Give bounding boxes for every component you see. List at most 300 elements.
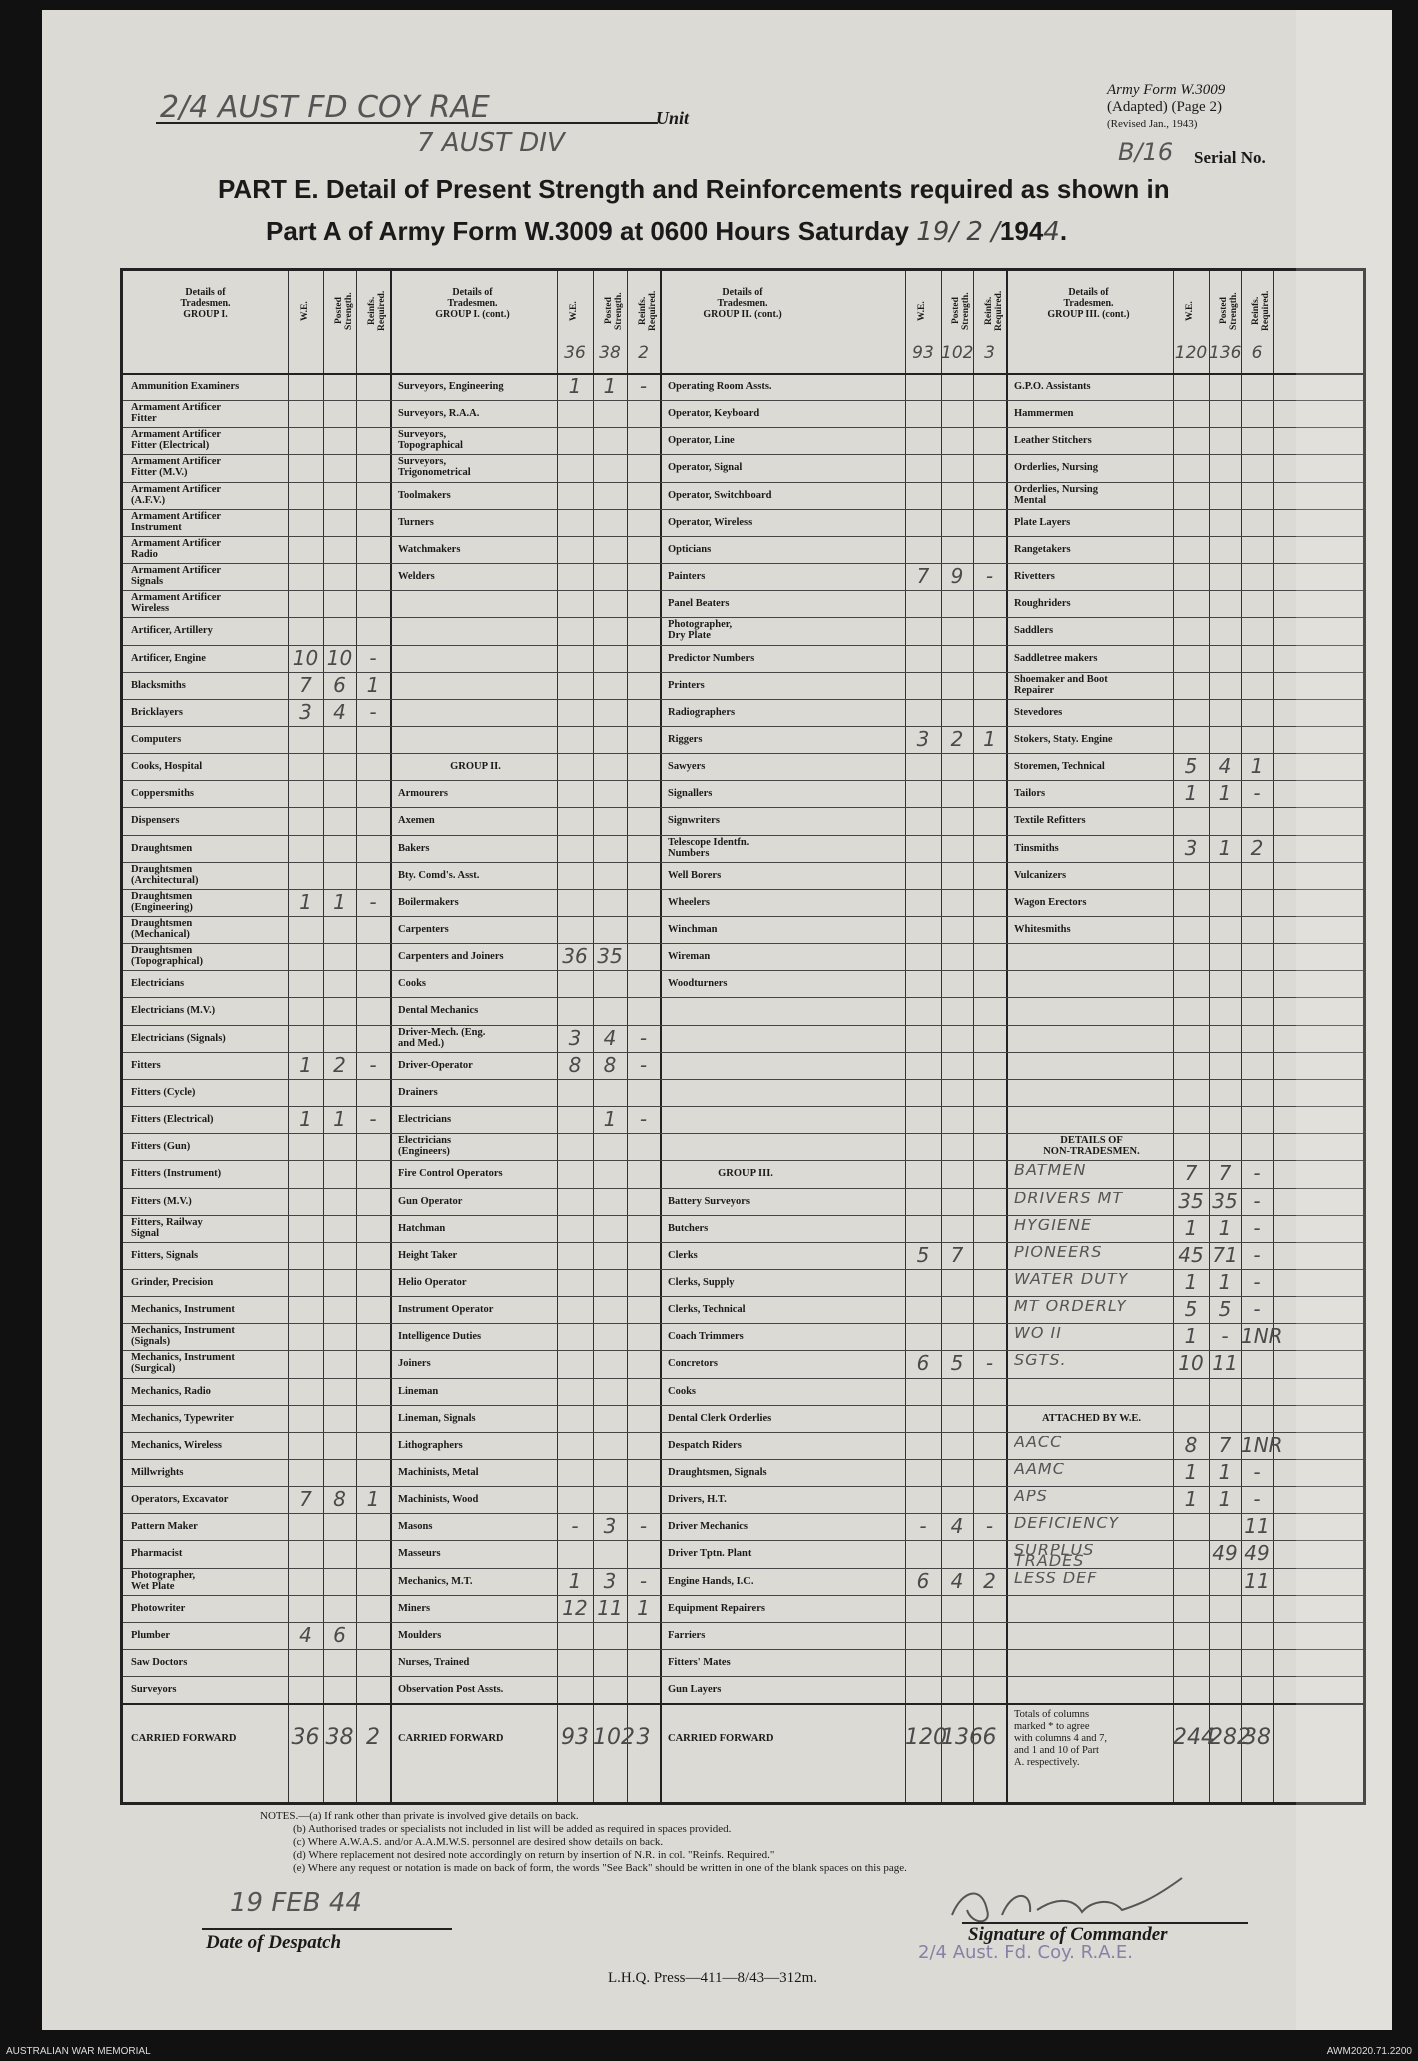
column-divider — [1273, 271, 1274, 1802]
trade-label: Watchmakers — [398, 543, 461, 555]
trade-label: Surveyors — [131, 1684, 177, 1696]
count-value: 1 — [366, 672, 380, 697]
count-value: 2 — [950, 726, 964, 751]
header-divider — [123, 373, 1363, 375]
despatch-line — [202, 1928, 452, 1930]
trade-label: Operator, Wireless — [668, 516, 753, 528]
count-value: 1 — [1184, 1487, 1198, 1512]
count-value: 10 — [326, 645, 353, 670]
trade-label: Operator, Signal — [668, 462, 743, 474]
count-value: 1 — [637, 1595, 650, 1620]
trade-label: Draughtsmen (Mechanical) — [131, 918, 193, 940]
trade-label: Surveyors, R.A.A. — [398, 408, 480, 420]
column-header-sub: Reinfs. Required. — [637, 290, 658, 332]
column-header-sub: Posted Strength. — [604, 292, 624, 330]
trade-label: Mechanics, M.T. — [398, 1575, 473, 1587]
despatch-label: Date of Despatch — [206, 1932, 342, 1953]
column-header-sub: W.E. — [917, 301, 927, 321]
count-value: 8 — [603, 1052, 617, 1077]
trade-label: Orderlies, Nursing — [1014, 462, 1098, 474]
count-value: 1 — [568, 1568, 582, 1593]
trade-label: DEFICIENCY — [1014, 1517, 1120, 1529]
title-year-handwriting: 4 — [1043, 217, 1060, 247]
count-value: 10 — [1178, 1351, 1204, 1376]
trade-label: Electricians (M.V.) — [131, 1005, 216, 1017]
trade-label: AACC — [1014, 1435, 1063, 1447]
count-value: 5 — [1218, 1297, 1232, 1322]
trade-label: Cooks, Hospital — [131, 761, 203, 773]
trade-label: Electricians (Engineers) — [398, 1135, 452, 1158]
trade-label: Opticians — [668, 543, 712, 555]
row-divider — [123, 1513, 1363, 1514]
row-divider — [123, 536, 1363, 537]
trade-label: Driver Tptn. Plant — [668, 1548, 752, 1560]
count-value: 36 — [562, 944, 588, 969]
column-divider — [356, 271, 357, 1802]
trade-label: Riggers — [668, 733, 703, 745]
trade-label: Toolmakers — [398, 489, 451, 501]
count-value: 7 — [299, 1487, 312, 1512]
row-divider — [123, 1649, 1363, 1650]
trade-label: Textile Refitters — [1014, 815, 1086, 827]
carried-forward-value: 6 — [982, 1725, 997, 1751]
unit-line — [156, 122, 658, 124]
serial-label: Serial No. — [1194, 148, 1266, 167]
trade-label: Operators, Excavator — [131, 1494, 229, 1506]
count-value: 11 — [1212, 1351, 1238, 1376]
carried-forward-label: CARRIED FORWARD — [398, 1733, 504, 1745]
count-value: - — [639, 374, 648, 398]
carried-forward-value: 102 — [593, 1725, 635, 1751]
column-header-sub: Posted Strength. — [1219, 292, 1239, 330]
trade-label: Armament Artificer Fitter (M.V.) — [131, 456, 222, 479]
trade-label: Butchers — [668, 1222, 709, 1234]
trade-label: Fitters (Instrument) — [131, 1168, 222, 1180]
trade-label: Draughtsmen (Architectural) — [131, 863, 199, 886]
count-value: 1 — [1218, 1487, 1232, 1512]
trade-label: Equipment Repairers — [668, 1602, 765, 1614]
count-value: 8 — [568, 1052, 582, 1077]
count-value: 4 — [299, 1622, 312, 1647]
trade-label: Clerks, Technical — [668, 1304, 746, 1316]
trade-label: GROUP III. — [718, 1168, 773, 1180]
unit-stamp: 2/4 Aust. Fd. Coy. R.A.E. — [918, 1942, 1134, 1963]
count-value: - — [1253, 1297, 1261, 1322]
trade-label: Mechanics, Radio — [131, 1385, 211, 1397]
column-header-sub: W.E. — [299, 301, 310, 321]
row-divider — [123, 563, 1363, 564]
trade-label: Clerks — [668, 1249, 698, 1261]
count-value: 4 — [950, 1568, 964, 1593]
trade-label: GROUP II. — [450, 761, 501, 773]
trade-label: Nurses, Trained — [398, 1657, 470, 1669]
row-divider — [123, 943, 1363, 944]
carried-forward-value: 36 — [291, 1725, 320, 1751]
trade-label: Gun Layers — [668, 1684, 722, 1696]
carried-forward-label: CARRIED FORWARD — [131, 1733, 237, 1745]
trade-label: Woodturners — [668, 978, 728, 990]
count-value: 3 — [568, 1025, 582, 1050]
trade-label: Electricians (Signals) — [131, 1032, 226, 1044]
division-handwriting: 7 AUST DIV — [417, 128, 565, 158]
row-divider — [123, 997, 1363, 998]
count-value: - — [1253, 781, 1261, 806]
trade-label: SURPLUS TRADES — [1014, 1544, 1095, 1567]
trade-label: Tailors — [1014, 788, 1046, 800]
trade-label: PIONEERS — [1014, 1245, 1103, 1257]
count-value: 8 — [333, 1487, 346, 1512]
trade-label: G.P.O. Assistants — [1014, 381, 1091, 392]
tape-overlay — [1296, 10, 1392, 2030]
trade-label: Wagon Erectors — [1014, 896, 1087, 908]
count-value: 5 — [916, 1242, 930, 1267]
count-value: 3 — [1184, 835, 1198, 860]
carried-forward-value: 38 — [1243, 1725, 1271, 1751]
trade-label: Artificer, Artillery — [131, 625, 213, 637]
column-header-group: Details of Tradesmen. GROUP II. (cont.) — [703, 287, 782, 320]
count-value: 4 — [333, 699, 346, 724]
column-header-sub: Reinfs. Required. — [983, 290, 1004, 332]
trade-label: Operator, Line — [668, 435, 735, 447]
trade-label: Vulcanizers — [1014, 869, 1067, 881]
count-value: - — [639, 1025, 648, 1050]
column-header-group: Details of Tradesmen. GROUP I. — [180, 287, 231, 320]
trade-label: Grinder, Precision — [131, 1276, 214, 1288]
count-value: - — [369, 1052, 377, 1077]
trade-label: Wheelers — [668, 896, 710, 908]
column-divider — [1209, 271, 1210, 1802]
count-value: 11 — [597, 1595, 623, 1620]
trade-label: Orderlies, Nursing Mental — [1014, 483, 1098, 506]
carried-forward-value: 244 — [1173, 1725, 1215, 1751]
count-value: 11 — [1244, 1568, 1270, 1593]
count-value: - — [369, 645, 377, 670]
trade-label: Shoemaker and Boot Repairer — [1014, 673, 1108, 696]
commander-signature — [942, 1870, 1202, 1930]
trade-label: Operator, Switchboard — [668, 489, 772, 501]
column-header-sub: W.E. — [569, 301, 579, 321]
row-divider — [123, 1079, 1363, 1080]
count-value: 5 — [1184, 1297, 1198, 1322]
count-value: 1 — [299, 1052, 312, 1077]
trade-label: Draughtsmen — [131, 842, 193, 854]
row-divider — [123, 1595, 1363, 1596]
trade-label: Armament Artificer Radio — [131, 537, 222, 560]
header-subtotal: 3 — [984, 343, 995, 363]
column-divider — [390, 271, 392, 1802]
trade-label: Cooks — [398, 978, 427, 990]
count-value: 7 — [1184, 1161, 1198, 1186]
trade-label: Armament Artificer Fitter — [131, 402, 222, 425]
count-value: - — [639, 1568, 648, 1593]
count-value: 1 — [603, 1107, 617, 1132]
trade-label: Fitters (Cycle) — [131, 1086, 196, 1098]
trade-label: HYGIENE — [1014, 1218, 1093, 1230]
trade-label: Machinists, Wood — [398, 1494, 479, 1506]
count-value: 1 — [1184, 1269, 1198, 1294]
trade-label: MT ORDERLY — [1014, 1300, 1128, 1312]
row-divider — [123, 916, 1363, 917]
row-divider — [123, 427, 1363, 428]
totals-note: Totals of columns marked * to agree with columns 4 and 7, and 1 and 10 of Part A. respectively. — [1014, 1709, 1108, 1769]
row-divider — [123, 1405, 1363, 1406]
trade-label: Bricklayers — [131, 706, 183, 718]
trade-label: Driver-Mech. (Eng. and Med.) — [398, 1026, 486, 1049]
archive-label: AUSTRALIAN WAR MEMORIAL — [6, 2046, 151, 2057]
trade-label: Axemen — [398, 815, 435, 827]
trade-label: Blacksmiths — [131, 679, 186, 691]
row-divider — [123, 1540, 1363, 1541]
count-value: - — [369, 889, 377, 914]
row-divider — [123, 1025, 1363, 1026]
count-value: - — [1253, 1215, 1261, 1240]
column-divider — [288, 271, 289, 1802]
form-identifier — [1107, 82, 1225, 133]
trade-label: WO II — [1014, 1327, 1062, 1339]
count-value: 8 — [1184, 1432, 1198, 1457]
count-value: - — [1221, 1324, 1229, 1349]
trade-label: Printers — [668, 679, 705, 691]
form-revised: (Revised Jan., 1943) — [1107, 118, 1198, 130]
trade-label: Surveyors, Engineering — [398, 381, 504, 392]
unit-label: Unit — [656, 108, 690, 128]
count-value: 9 — [950, 564, 964, 589]
count-value: - — [985, 1514, 994, 1539]
strength-table — [120, 268, 1366, 1805]
trade-label: Clerks, Supply — [668, 1276, 735, 1288]
trade-label: LESS DEF — [1014, 1571, 1098, 1583]
trade-label: Hatchman — [398, 1222, 446, 1234]
count-value: 7 — [916, 564, 930, 589]
trade-label: Tinsmiths — [1014, 842, 1059, 854]
count-value: - — [1253, 1161, 1261, 1186]
count-value: 7 — [1218, 1432, 1232, 1457]
count-value: 1 — [333, 1107, 346, 1132]
count-value: 2 — [983, 1568, 996, 1593]
count-value: 1NR — [1241, 1432, 1283, 1457]
row-divider — [123, 1133, 1363, 1134]
carried-divider — [123, 1703, 1363, 1705]
unit-handwriting: 2/4 AUST FD COY RAE — [160, 90, 490, 125]
trade-label: Whitesmiths — [1014, 924, 1071, 935]
trade-label: Gun Operator — [398, 1195, 463, 1207]
count-value: - — [985, 1351, 994, 1376]
printer-imprint: L.H.Q. Press—411—8/43—312m. — [608, 1970, 818, 1986]
header-subtotal: 102 — [941, 343, 974, 363]
trade-label: Carpenters and Joiners — [398, 951, 504, 963]
trade-label: Helio Operator — [398, 1276, 467, 1288]
count-value: 6 — [333, 1622, 346, 1647]
row-divider — [123, 590, 1363, 591]
count-value: 6 — [333, 672, 346, 697]
column-header-sub: Posted Strength. — [333, 292, 354, 330]
trade-label: Mechanics, Instrument — [131, 1304, 235, 1316]
archive-id: AWM2020.71.2200 — [1326, 2046, 1412, 2057]
count-value: 1 — [603, 374, 617, 398]
trade-label: Plumber — [131, 1629, 171, 1641]
trade-label: Panel Beaters — [668, 598, 730, 610]
trade-label: Photowriter — [131, 1602, 186, 1614]
carried-forward-value: 282 — [1209, 1725, 1251, 1751]
count-value: 1 — [1218, 1460, 1232, 1484]
count-value: 35 — [597, 944, 623, 969]
trade-label: Engine Hands, I.C. — [668, 1575, 754, 1587]
count-value: 1 — [568, 374, 582, 398]
trade-label: Surveyors, Trigonometrical — [398, 456, 471, 479]
trade-label: Turners — [398, 516, 434, 528]
column-header-sub: Posted Strength. — [951, 292, 971, 330]
trade-label: Plate Layers — [1014, 516, 1071, 528]
trade-label: Armament Artificer Signals — [131, 565, 222, 588]
count-value: - — [1253, 1269, 1261, 1294]
form-title-line2 — [266, 216, 1067, 247]
count-value: - — [985, 564, 994, 589]
title-year: 194 — [999, 216, 1044, 246]
trade-label: Sawyers — [668, 761, 706, 773]
trade-label: Roughriders — [1014, 598, 1071, 610]
count-value: 2 — [333, 1052, 346, 1077]
row-divider — [123, 509, 1363, 510]
trade-label: Drainers — [398, 1086, 438, 1098]
trade-label: Coppersmiths — [131, 788, 195, 800]
trade-label: Computers — [131, 733, 182, 745]
count-value: 2 — [1250, 835, 1264, 860]
count-value: 5 — [950, 1351, 964, 1376]
trade-label: Welders — [398, 571, 435, 583]
trade-label: Carpenters — [398, 924, 449, 935]
header-subtotal: 2 — [638, 343, 649, 363]
carried-forward-value: 136 — [941, 1725, 983, 1751]
count-value: 1 — [1184, 1460, 1198, 1484]
trade-label: Pattern Maker — [131, 1521, 198, 1533]
count-value: 1 — [333, 889, 346, 914]
trade-label: Draughtsmen (Engineering) — [131, 890, 193, 913]
column-header-sub: W.E. — [1185, 301, 1195, 321]
row-divider — [123, 726, 1363, 727]
form-adapted: (Adapted) (Page 2) — [1107, 99, 1222, 115]
count-value: 1 — [1250, 754, 1264, 779]
row-divider — [123, 807, 1363, 808]
trade-label: Mechanics, Wireless — [131, 1439, 222, 1451]
count-value: 49 — [1212, 1541, 1238, 1566]
count-value: 1 — [1218, 1269, 1232, 1294]
trade-label: Saddletree makers — [1014, 652, 1098, 664]
title-end: . — [1059, 216, 1068, 246]
trade-label: Coach Trimmers — [668, 1331, 744, 1343]
row-divider — [123, 482, 1363, 483]
trade-label: Driver Mechanics — [668, 1521, 748, 1533]
count-value: 3 — [916, 726, 930, 751]
trade-label: Drivers, H.T. — [668, 1494, 727, 1506]
serial-handwriting: B/16 — [1118, 138, 1174, 166]
trade-label: Armourers — [398, 788, 448, 800]
carried-forward-value: 38 — [325, 1725, 354, 1751]
count-value: 6 — [916, 1351, 930, 1376]
trade-label: Bty. Comd's. Asst. — [398, 869, 480, 881]
carried-forward-value: 93 — [561, 1725, 589, 1751]
trade-label: Instrument Operator — [398, 1304, 494, 1316]
trade-label: Fitters (Gun) — [131, 1141, 191, 1153]
trade-label: Draughtsmen (Topographical) — [131, 945, 203, 968]
trade-label: Mechanics, Typewriter — [131, 1412, 234, 1424]
trade-label: Boilermakers — [398, 896, 459, 908]
row-divider — [123, 1378, 1363, 1379]
count-value: 1 — [1184, 1324, 1198, 1349]
count-value: 7 — [1218, 1161, 1232, 1186]
trade-label: Lithographers — [398, 1439, 463, 1451]
form-sheet — [42, 10, 1392, 2030]
trade-label: Millwrights — [131, 1467, 184, 1478]
trade-label: Armament Artificer Wireless — [131, 592, 222, 615]
column-divider — [1173, 271, 1174, 1802]
trade-label: Hammermen — [1014, 408, 1074, 420]
count-value: - — [639, 1514, 648, 1539]
trade-label: Armament Artificer Fitter (Electrical) — [131, 429, 222, 452]
count-value: 1 — [1218, 1215, 1232, 1240]
carried-forward-value: 120 — [905, 1725, 947, 1751]
trade-label: Photographer, Dry Plate — [668, 619, 733, 642]
trade-label: Painters — [668, 571, 706, 583]
count-value: 1 — [1184, 1215, 1198, 1240]
trade-label: Electricians — [398, 1114, 452, 1126]
row-divider — [123, 454, 1363, 455]
column-header-sub: Reinfs. Required. — [1251, 290, 1271, 332]
count-value: - — [369, 1107, 377, 1132]
trade-label: Dental Clerk Orderlies — [668, 1412, 772, 1424]
count-value: - — [369, 699, 377, 724]
trade-label: Saddlers — [1014, 625, 1054, 637]
trade-label: Winchman — [668, 924, 718, 935]
count-value: 4 — [1218, 754, 1232, 779]
row-divider — [123, 970, 1363, 971]
count-value: 6 — [916, 1568, 930, 1593]
header-subtotal: 36 — [564, 343, 586, 363]
count-value: 1NR — [1241, 1324, 1283, 1349]
count-value: 4 — [603, 1025, 617, 1050]
count-value: - — [1253, 1188, 1261, 1213]
title-date-handwriting: 19/ 2 / — [916, 217, 1000, 247]
trade-label: Bakers — [398, 842, 430, 854]
count-value: - — [919, 1514, 927, 1539]
trade-label: Fitters, Signals — [131, 1249, 199, 1261]
form-number: Army Form W.3009 — [1107, 82, 1226, 98]
trade-label: Fitters, Railway Signal — [131, 1216, 203, 1239]
trade-label: Miners — [398, 1602, 431, 1614]
carried-forward-value: 2 — [366, 1725, 380, 1751]
row-divider — [123, 617, 1363, 618]
trade-label: Rivetters — [1014, 571, 1055, 583]
trade-label: Dispensers — [131, 815, 180, 827]
header-subtotal: 6 — [1251, 343, 1263, 363]
trade-label: Mechanics, Instrument (Signals) — [131, 1325, 235, 1348]
count-value: 5 — [1184, 754, 1198, 779]
trade-label: ATTACHED BY W.E. — [1042, 1412, 1141, 1424]
trade-label: Observation Post Assts. — [398, 1684, 504, 1696]
trade-label: Photographer, Wet Plate — [131, 1569, 196, 1592]
trade-label: AAMC — [1014, 1463, 1065, 1474]
count-value: - — [1253, 1460, 1261, 1484]
trade-label: Wireman — [668, 951, 711, 963]
trade-label: Draughtsmen, Signals — [668, 1467, 767, 1478]
trade-label: Stevedores — [1014, 706, 1063, 718]
count-value: 7 — [299, 672, 312, 697]
row-divider — [123, 400, 1363, 401]
trade-label: Farriers — [668, 1629, 706, 1641]
count-value: 71 — [1212, 1242, 1238, 1267]
trade-label: Lineman — [398, 1385, 439, 1397]
count-value: 3 — [299, 699, 312, 724]
count-value: 1 — [366, 1487, 380, 1512]
